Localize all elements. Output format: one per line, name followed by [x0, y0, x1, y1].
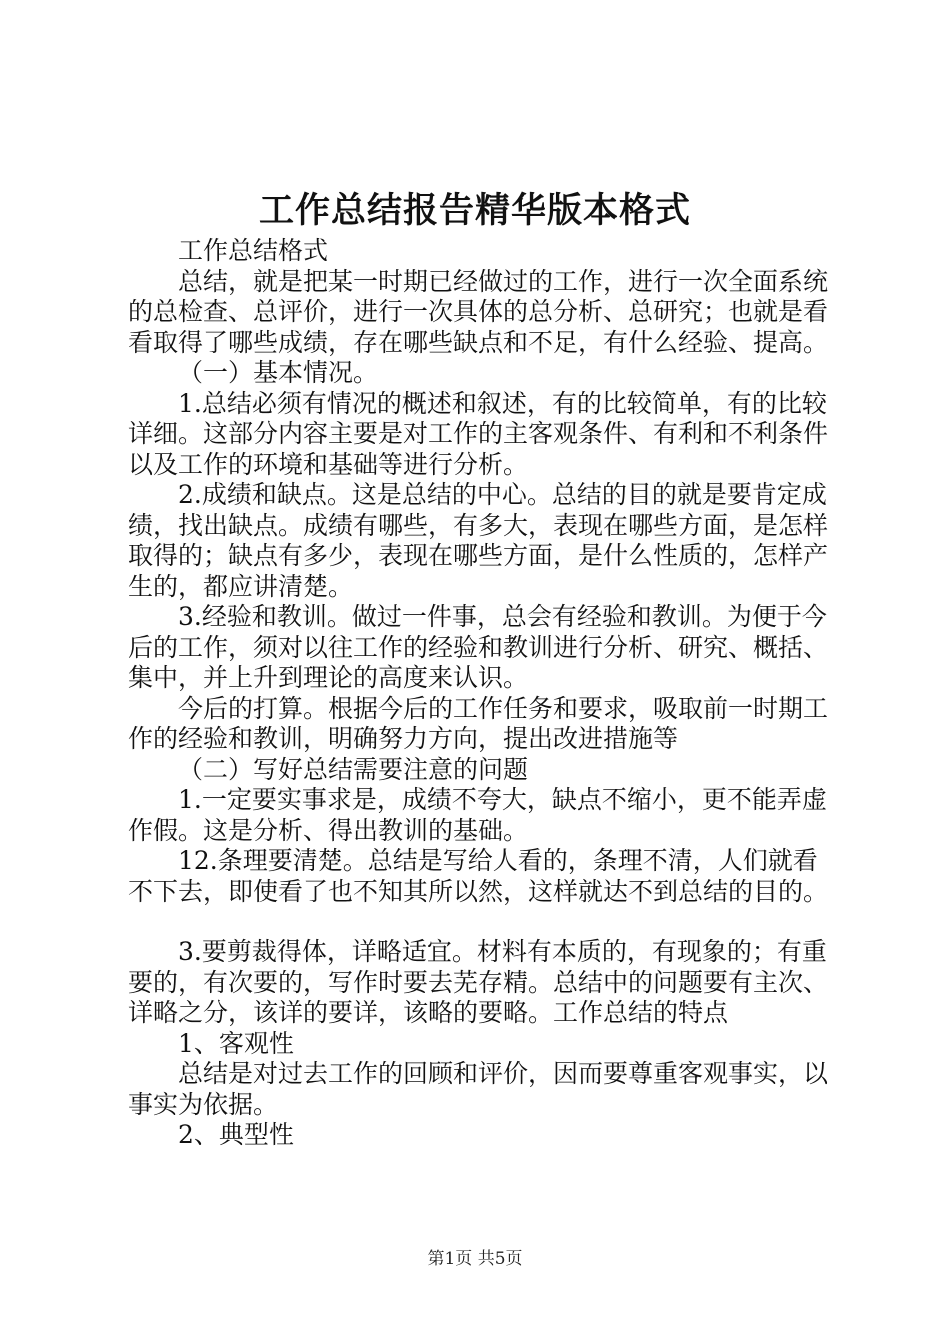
paragraph-spacer — [128, 907, 833, 937]
page-footer: 第1页 共5页 — [427, 1249, 523, 1269]
paragraph: 1.一定要实事求是，成绩不夸大，缺点不缩小，更不能弄虚作假。这是分析、得出教训的基础。 — [128, 785, 827, 845]
paragraph: 总结是对过去工作的回顾和评价，因而要尊重客观事实，以事实为依据。 — [128, 1059, 829, 1119]
section-heading: （一）基本情况。 — [178, 358, 379, 387]
paragraph: 3.要剪裁得体，详略适宜。材料有本质的，有现象的；有重要的，有次要的，写作时要去芜存精。总结中的问题要有主次、详略之分，该详的要详，该略的要略。工作总结的特点 — [128, 937, 829, 1027]
section-heading: （二）写好总结需要注意的问题 — [178, 754, 529, 784]
paragraph: 工作总结格式 — [178, 236, 329, 265]
paragraph: 12.条理要清楚。总结是写给人看的，条理不清，人们就看不下去，即使看了也不知其所以然，这样就达不到总结的目的。 — [128, 846, 829, 906]
paragraph: 2.成绩和缺点。这是总结的中心。总结的目的就是要肯定成绩，找出缺点。成绩有哪些，有多大，表现在哪些方面，是怎样取得的；缺点有多少，表现在哪些方面，是什么性质的，怎样产生的，都应讲清楚。 — [128, 480, 829, 601]
paragraph: 总结，就是把某一时期已经做过的工作，进行一次全面系统的总检查、总评价，进行一次具体的总分析、总研究；也就是看看取得了哪些成绩，存在哪些缺点和不足，有什么经验、提高。 — [128, 266, 829, 357]
paragraph: 3.经验和教训。做过一件事，总会有经验和教训。为便于今后的工作，须对以往工作的经验和教训进行分析、研究、概括、集中，并上升到理论的高度来认识。 — [128, 602, 829, 692]
sub-heading: 2、典型性 — [178, 1120, 294, 1149]
document-body — [128, 236, 833, 1151]
paragraph: 今后的打算。根据今后的工作任务和要求，吸取前一时期工作的经验和教训，明确努力方向，提出改进措施等 — [128, 693, 829, 753]
document-title: 工作总结报告精华版本格式 — [258, 190, 691, 231]
sub-heading: 1、客观性 — [178, 1028, 294, 1058]
paragraph: 1.总结必须有情况的概述和叙述，有的比较简单，有的比较详细。这部分内容主要是对工作的主客观条件、有利和不利条件以及工作的环境和基础等进行分析。 — [128, 388, 829, 479]
